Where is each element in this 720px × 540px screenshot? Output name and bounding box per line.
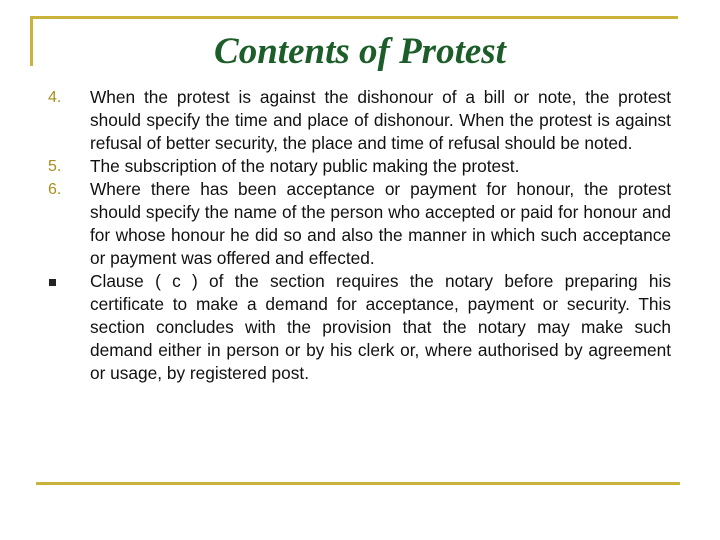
item-number: 6. bbox=[48, 181, 62, 198]
list-item bbox=[40, 86, 680, 155]
list-item bbox=[40, 155, 680, 178]
slide-title: Contents of Protest bbox=[214, 31, 506, 72]
frame-top-line bbox=[30, 16, 678, 19]
item-text: Where there has been acceptance or payment for honour, the protest should specify the name of the person who accepted or paid for honour and for whose honour he did so and also the manner in which such acceptance or payment was offered and effected. bbox=[90, 179, 671, 268]
list-item bbox=[40, 178, 680, 270]
item-number: 4. bbox=[48, 89, 62, 106]
square-bullet-icon bbox=[49, 279, 56, 286]
frame-bottom-line bbox=[36, 482, 680, 485]
item-number: 5. bbox=[48, 158, 62, 175]
slide-body bbox=[40, 86, 680, 385]
item-text: The subscription of the notary public making the protest. bbox=[90, 156, 520, 176]
item-text: Clause ( c ) of the section requires the notary before preparing his certificate to make a demand for acceptance, payment or security. This section concludes with the provision that the notary may make such demand either in person or by his clerk or, where authorised by agreement or usage, by registered post. bbox=[90, 271, 671, 383]
item-text: When the protest is against the dishonour of a bill or note, the protest should specify the time and place of dishonour. When the protest is against refusal of better security, the place and time of refusal should be noted. bbox=[90, 87, 671, 153]
list-item bbox=[40, 270, 680, 385]
